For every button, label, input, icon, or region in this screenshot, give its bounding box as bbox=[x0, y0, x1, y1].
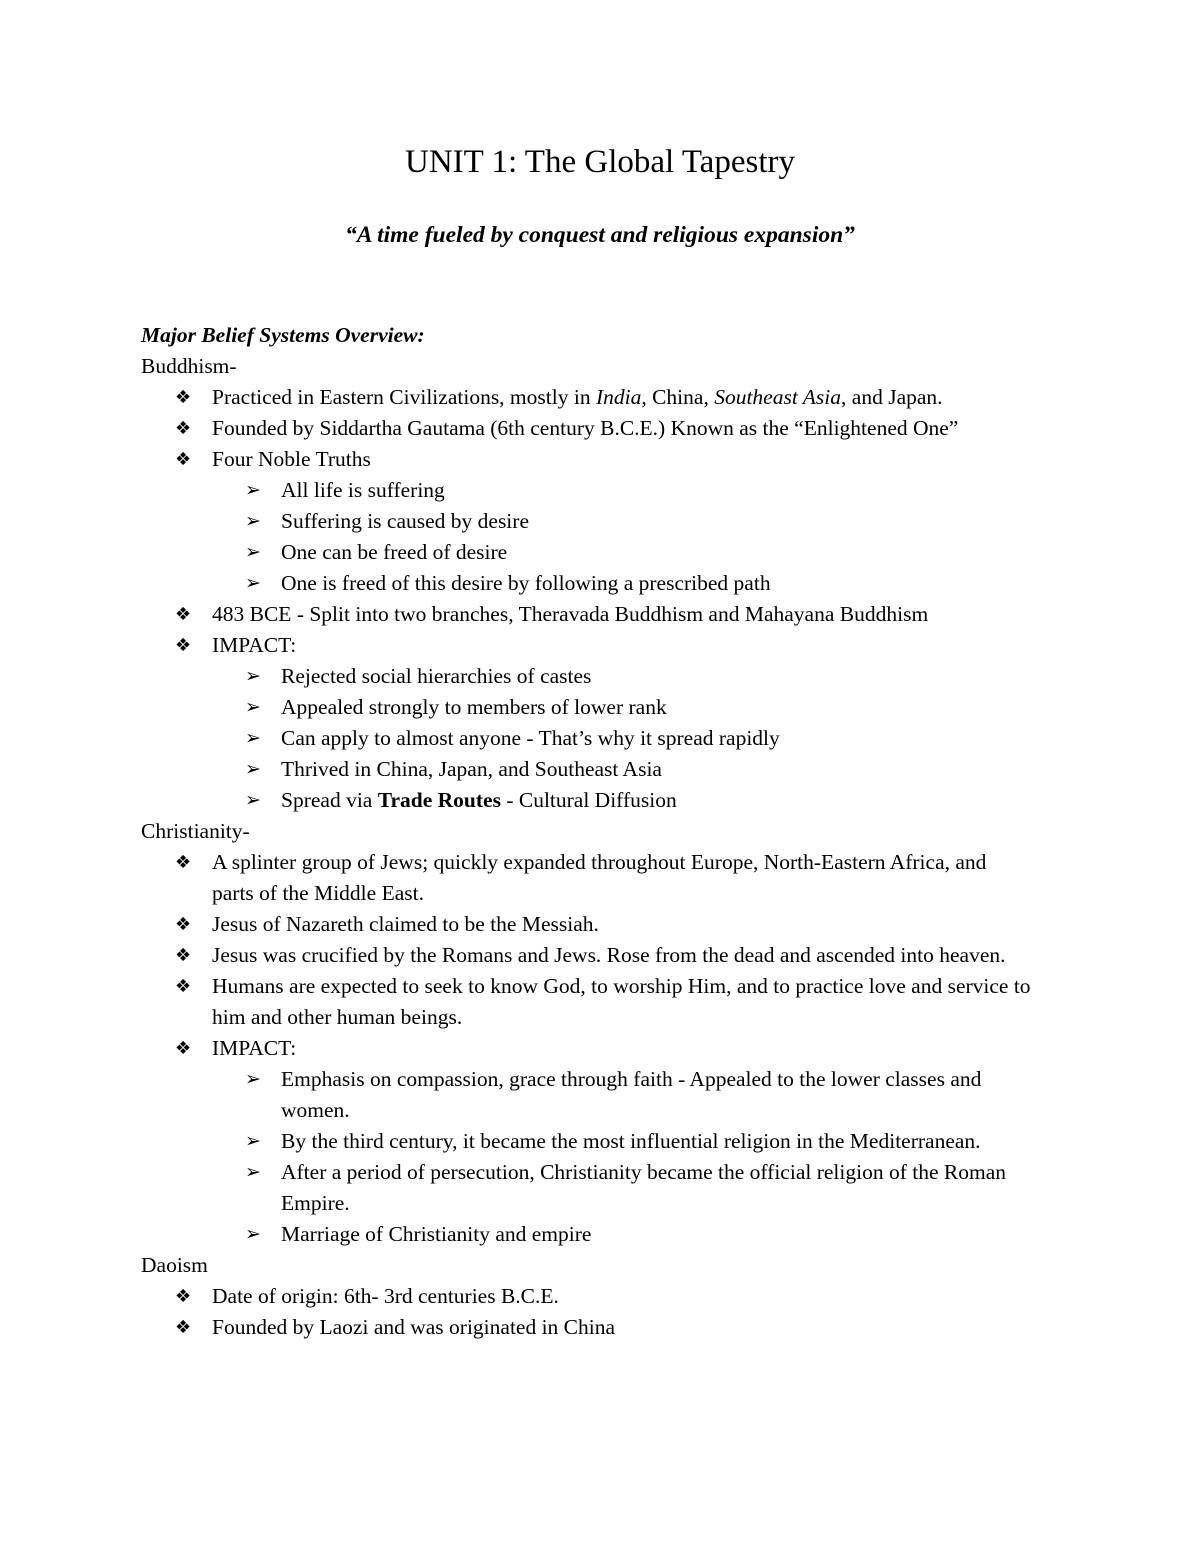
diamond-cross-bullet-icon: ❖ bbox=[175, 1317, 192, 1338]
section-heading: Major Belief Systems Overview: bbox=[141, 323, 425, 347]
sub-list-item-text: Appealed strongly to members of lower rank bbox=[281, 695, 667, 719]
sub-list-item bbox=[245, 785, 1061, 816]
arrowhead-bullet-icon: ➢ bbox=[245, 665, 261, 687]
list-item bbox=[175, 1312, 1061, 1343]
list-item bbox=[175, 940, 1061, 971]
emphasis-text: India bbox=[595, 385, 642, 409]
daoism-heading: Daoism bbox=[141, 1253, 208, 1277]
list-item bbox=[175, 1281, 1061, 1312]
list-item bbox=[175, 909, 1061, 940]
diamond-cross-bullet-icon: ❖ bbox=[175, 976, 192, 997]
document-subtitle: “A time fueled by conquest and religious expansion” bbox=[345, 222, 855, 248]
sub-list-item-text: Emphasis on compassion, grace through faith - Appealed to the lower classes and women. bbox=[281, 1067, 982, 1122]
list-item bbox=[175, 382, 1061, 413]
sub-list-item-text: One is freed of this desire by following a prescribed path bbox=[281, 571, 771, 595]
sub-list-item bbox=[245, 537, 1061, 568]
sub-list-item bbox=[245, 754, 1061, 785]
arrowhead-bullet-icon: ➢ bbox=[245, 696, 261, 718]
document-body bbox=[141, 320, 1061, 1343]
list-item bbox=[175, 599, 1061, 630]
list-item bbox=[175, 1033, 1061, 1064]
arrowhead-bullet-icon: ➢ bbox=[245, 1161, 261, 1183]
arrowhead-bullet-icon: ➢ bbox=[245, 1130, 261, 1152]
diamond-cross-bullet-icon: ❖ bbox=[175, 635, 192, 656]
emphasis-text: Southeast Asia bbox=[714, 385, 842, 409]
sub-list-item-text: All life is suffering bbox=[281, 478, 445, 502]
list-item bbox=[175, 971, 1061, 1033]
sub-list-item bbox=[245, 1126, 1061, 1157]
sub-list-item bbox=[245, 1219, 1061, 1250]
list-item-text: Jesus was crucified by the Romans and Jews. Rose from the dead and ascended into heaven. bbox=[212, 943, 1006, 967]
diamond-cross-bullet-icon: ❖ bbox=[175, 1038, 192, 1059]
list-item-text: 483 BCE - Split into two branches, Theravada Buddhism and Mahayana Buddhism bbox=[212, 602, 929, 626]
list-item-text: IMPACT: bbox=[212, 1036, 297, 1060]
list-item-text: Founded by Laozi and was originated in China bbox=[212, 1315, 616, 1339]
sub-list-item-text: By the third century, it became the most influential religion in the Mediterranean. bbox=[281, 1129, 981, 1153]
arrowhead-bullet-icon: ➢ bbox=[245, 727, 261, 749]
list-item-text: Founded by Siddartha Gautama (6th century B.C.E.) Known as the “Enlightened One” bbox=[212, 416, 959, 440]
diamond-cross-bullet-icon: ❖ bbox=[175, 945, 192, 966]
diamond-cross-bullet-icon: ❖ bbox=[175, 418, 192, 439]
list-item bbox=[175, 413, 1061, 444]
arrowhead-bullet-icon: ➢ bbox=[245, 758, 261, 780]
arrowhead-bullet-icon: ➢ bbox=[245, 1223, 261, 1245]
sub-list-item bbox=[245, 475, 1061, 506]
sub-list-item bbox=[245, 661, 1061, 692]
sub-list-item-text: One can be freed of desire bbox=[281, 540, 508, 564]
arrowhead-bullet-icon: ➢ bbox=[245, 789, 261, 811]
sub-list-item-text: Suffering is caused by desire bbox=[281, 509, 529, 533]
arrowhead-bullet-icon: ➢ bbox=[245, 572, 261, 594]
list-item bbox=[175, 847, 1061, 909]
diamond-cross-bullet-icon: ❖ bbox=[175, 387, 192, 408]
christianity-heading: Christianity- bbox=[141, 819, 250, 843]
document-title: UNIT 1: The Global Tapestry bbox=[405, 144, 795, 180]
list-item bbox=[175, 630, 1061, 661]
buddhism-heading: Buddhism- bbox=[141, 354, 237, 378]
arrowhead-bullet-icon: ➢ bbox=[245, 541, 261, 563]
sub-list-item-text: After a period of persecution, Christianity became the official religion of the Roman Empire. bbox=[281, 1160, 1006, 1215]
sub-list-item bbox=[245, 1064, 1061, 1126]
diamond-cross-bullet-icon: ❖ bbox=[175, 1286, 192, 1307]
sub-list-item bbox=[245, 506, 1061, 537]
sub-list-item-text: Rejected social hierarchies of castes bbox=[281, 664, 592, 688]
sub-list-item bbox=[245, 692, 1061, 723]
sub-list-item bbox=[245, 1157, 1061, 1219]
sub-list-item-text: Marriage of Christianity and empire bbox=[281, 1222, 592, 1246]
list-item-text: IMPACT: bbox=[212, 633, 297, 657]
list-item-text: Humans are expected to seek to know God, to worship Him, and to practice love and service to him and other human beings. bbox=[212, 974, 1031, 1029]
bold-term: Trade Routes bbox=[377, 788, 501, 812]
arrowhead-bullet-icon: ➢ bbox=[245, 510, 261, 532]
diamond-cross-bullet-icon: ❖ bbox=[175, 604, 192, 625]
sub-list-item-text: Thrived in China, Japan, and Southeast Asia bbox=[281, 757, 662, 781]
sub-list-item bbox=[245, 723, 1061, 754]
arrowhead-bullet-icon: ➢ bbox=[245, 479, 261, 501]
sub-list-item-text: Can apply to almost anyone - That’s why it spread rapidly bbox=[281, 726, 780, 750]
list-item-text: Practiced in Eastern Civilizations, mostly in India, China, Southeast Asia, and Japan. bbox=[212, 385, 943, 409]
diamond-cross-bullet-icon: ❖ bbox=[175, 449, 192, 470]
diamond-cross-bullet-icon: ❖ bbox=[175, 852, 192, 873]
list-item-text: Jesus of Nazareth claimed to be the Messiah. bbox=[212, 912, 599, 936]
list-item-text: Four Noble Truths bbox=[212, 447, 371, 471]
list-item-text: A splinter group of Jews; quickly expanded throughout Europe, North-Eastern Africa, and parts of the Middle East. bbox=[212, 850, 987, 905]
diamond-cross-bullet-icon: ❖ bbox=[175, 914, 192, 935]
arrowhead-bullet-icon: ➢ bbox=[245, 1068, 261, 1090]
sub-list-item-text: Spread via Trade Routes - Cultural Diffusion bbox=[281, 788, 677, 812]
list-item bbox=[175, 444, 1061, 475]
sub-list-item bbox=[245, 568, 1061, 599]
list-item-text: Date of origin: 6th- 3rd centuries B.C.E. bbox=[212, 1284, 559, 1308]
